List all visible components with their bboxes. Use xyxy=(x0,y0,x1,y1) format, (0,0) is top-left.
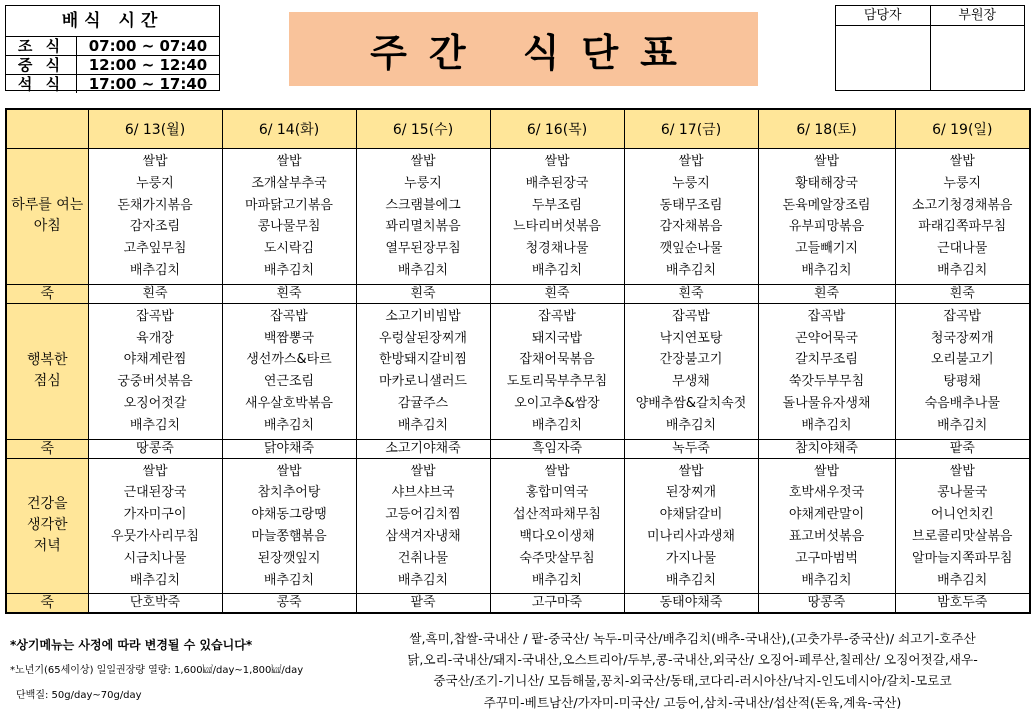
dish-item: 백짬뽕국 xyxy=(263,330,315,346)
dish-item: 돼지국밥 xyxy=(531,330,583,346)
day-dishes xyxy=(895,149,1030,285)
juk-item: 단호박죽 xyxy=(88,594,222,614)
dish-item: 잡곡밥 xyxy=(538,308,576,324)
origin-line: 닭,오리-국내산/돼지-국내산,오스트리아/두부,콩-국내산,외국산/ 오징어-페루산,칠레산/ 오징어젓갈,새우- xyxy=(407,652,978,668)
meal-label-line: 생각한 xyxy=(26,517,68,534)
dish-item: 배추김치 xyxy=(665,417,717,433)
dish-item: 잡곡밥 xyxy=(943,308,982,324)
dish-item: 청경채나물 xyxy=(525,241,589,257)
dish-item: 배추김치 xyxy=(801,262,852,278)
change-notice: *상기메뉴는 사정에 따라 변경될 수 있습니다* xyxy=(10,638,253,652)
dish-item: 조개살부추국 xyxy=(251,175,327,191)
dish-item: 배추김치 xyxy=(397,262,449,278)
juk-item: 밤호두죽 xyxy=(895,594,1030,614)
day-dishes xyxy=(895,303,1030,439)
dish-item: 고추잎무침 xyxy=(123,241,187,257)
dish-item: 배추김치 xyxy=(937,262,988,278)
dish-item: 잡곡밥 xyxy=(136,308,174,324)
dish-item: 열무된장무침 xyxy=(385,241,461,257)
dish-item: 쌀밥 xyxy=(813,463,840,479)
juk-item: 소고기야채죽 xyxy=(356,439,490,458)
approval-col-manager xyxy=(836,6,931,90)
dish-item: 쌀밥 xyxy=(410,463,436,479)
dish-item: 마카로니샐러드 xyxy=(379,374,467,390)
day-dishes xyxy=(624,149,758,285)
dish-item: 배추김치 xyxy=(263,417,315,433)
dish-item: 배추김치 xyxy=(531,572,583,588)
dish-item: 미나리사과생채 xyxy=(647,528,735,544)
juk-item: 흰죽 xyxy=(490,284,624,303)
meal-label-line: 저녁 xyxy=(33,538,61,555)
day-dishes xyxy=(88,458,222,594)
juk-item: 참치야채죽 xyxy=(758,439,895,458)
dish-item: 배추김치 xyxy=(665,572,717,588)
juk-item: 동태야채죽 xyxy=(624,594,758,614)
juk-label: 죽 xyxy=(6,594,88,614)
origin-line: 중국산/조기-기니산/ 모듬해물,꽁치-외국산/동태,코다리-러시아산/낙지-인도네시아/갈치-모로코 xyxy=(433,673,952,689)
meal-label xyxy=(6,303,88,439)
dish-item: 쌀밥 xyxy=(813,154,840,169)
meal-label-line: 아침 xyxy=(33,218,61,235)
weekly-menu-table xyxy=(5,108,1031,614)
dish-item: 무생채 xyxy=(672,374,710,390)
dish-item: 시금치나물 xyxy=(123,550,187,566)
meal-label xyxy=(6,458,88,594)
juk-item: 콩죽 xyxy=(222,594,356,614)
dish-item: 고구마범벅 xyxy=(795,550,858,566)
dish-item: 된장찌개 xyxy=(665,485,717,501)
dish-item: 쌀밥 xyxy=(544,154,570,169)
dish-item: 쌀밥 xyxy=(949,154,975,169)
dish-item: 배추김치 xyxy=(937,417,988,433)
dish-item: 고등어김치찜 xyxy=(385,507,461,523)
dish-item: 잡곡밥 xyxy=(270,308,308,324)
juk-item: 팥죽 xyxy=(356,594,490,614)
dish-item: 돌나물유자생채 xyxy=(782,395,871,411)
day-header: 6/ 17(금) xyxy=(624,109,758,149)
dish-item: 양배추쌈&갈치속젓 xyxy=(635,395,747,411)
juk-row xyxy=(6,594,1030,614)
meal-time-name: 중 식 xyxy=(6,56,77,74)
day-dishes xyxy=(490,149,624,285)
juk-item: 흰죽 xyxy=(895,284,1030,303)
meal-time-row-dinner xyxy=(6,75,219,93)
dish-item: 간장불고기 xyxy=(659,352,723,368)
dish-item: 숙주맛살무침 xyxy=(519,550,595,566)
juk-item: 흰죽 xyxy=(88,284,222,303)
dish-item: 섭산적파채무침 xyxy=(513,507,601,523)
dish-item: 된장깻잎지 xyxy=(257,550,321,566)
dish-item: 삼색겨자냉채 xyxy=(385,528,461,544)
dish-item: 배추김치 xyxy=(263,262,315,278)
dish-item: 낙지연포탕 xyxy=(659,330,723,346)
approval-header: 부원장 xyxy=(931,6,1025,26)
day-header: 6/ 13(월) xyxy=(88,109,222,149)
dish-item: 소고기청경채볶음 xyxy=(912,197,1013,213)
dish-item: 연근조림 xyxy=(263,374,315,390)
dish-item: 쌀밥 xyxy=(678,463,704,479)
dish-item: 누룽지 xyxy=(672,175,710,191)
dish-item: 도토리묵부추무침 xyxy=(506,374,608,390)
dish-item: 백다오이생채 xyxy=(519,528,595,544)
dish-item: 잡곡밥 xyxy=(807,308,846,324)
dish-item: 청국장찌개 xyxy=(930,330,994,346)
juk-item: 흰죽 xyxy=(222,284,356,303)
signature-area xyxy=(931,26,1025,90)
dish-item: 유부피망볶음 xyxy=(788,219,865,235)
day-header: 6/ 16(목) xyxy=(490,109,624,149)
dish-item: 쑥갓두부무침 xyxy=(788,374,865,390)
juk-row xyxy=(6,284,1030,303)
origin-line: 쌀,흑미,찹쌀-국내산 / 팥-중국산/ 녹두-미국산/배추김치(배추-국내산),(고춧가루-중국산)/ 쇠고기-호주산 xyxy=(409,631,976,646)
juk-row xyxy=(6,439,1030,458)
day-dishes xyxy=(758,303,895,439)
signature-area xyxy=(836,26,930,90)
dish-item: 참치추어탕 xyxy=(257,485,321,501)
dish-item: 도시락김 xyxy=(263,241,315,257)
dish-item: 우뭇가사리무침 xyxy=(111,528,199,544)
juk-item: 흑임자죽 xyxy=(490,439,624,458)
dish-item: 배추김치 xyxy=(129,572,181,588)
dish-item: 육개장 xyxy=(136,330,174,346)
dish-item: 스크램블에그 xyxy=(385,197,461,213)
dish-item: 감자채볶음 xyxy=(659,219,723,235)
dish-item: 황태해장국 xyxy=(795,175,858,191)
day-header: 6/ 15(수) xyxy=(356,109,490,149)
calorie-note: *노년기(65세이상) 일일권장량 열량: 1,600㎉/day~1,800㎉/day xyxy=(10,665,304,676)
protein-note: 단백질: 50g/day~70g/day xyxy=(16,690,142,701)
meal-time-title: 배식 시간 xyxy=(6,6,219,37)
dish-item: 돈채가지볶음 xyxy=(117,197,193,213)
dish-item: 동태무조림 xyxy=(659,197,723,213)
dish-item: 근대된장국 xyxy=(123,485,187,501)
dish-item: 배추김치 xyxy=(531,262,583,278)
approval-box xyxy=(835,5,1025,91)
dish-item: 야채동그랑땡 xyxy=(251,507,327,523)
footnotes xyxy=(10,636,340,701)
dish-item: 배추된장국 xyxy=(525,175,589,191)
header-corner xyxy=(6,109,88,149)
meal-time-value: 07:00 ~ 07:40 xyxy=(88,37,208,55)
dish-item: 홍합미역국 xyxy=(525,485,589,501)
dish-item: 쌀밥 xyxy=(142,154,168,169)
origin-info xyxy=(355,628,1030,713)
day-dishes xyxy=(88,149,222,285)
day-dishes xyxy=(490,458,624,594)
juk-label: 죽 xyxy=(6,439,88,458)
juk-item: 고구마죽 xyxy=(490,594,624,614)
meal-label xyxy=(6,149,88,285)
dish-item: 오이고추&쌈장 xyxy=(514,395,600,411)
page-title: 주간 식단표 xyxy=(289,12,758,86)
dish-item: 배추김치 xyxy=(665,262,717,278)
dish-item: 브로콜리맛살볶음 xyxy=(912,528,1013,544)
dish-item: 숙음배추나물 xyxy=(924,395,1000,411)
dish-item: 잡채어묵볶음 xyxy=(519,352,595,368)
day-dishes xyxy=(222,149,356,285)
dish-item: 잡곡밥 xyxy=(672,308,710,324)
day-dishes xyxy=(222,303,356,439)
dish-item: 쌀밥 xyxy=(276,463,302,479)
dish-item: 표고버섯볶음 xyxy=(788,528,865,544)
day-dishes xyxy=(758,149,895,285)
dish-item: 갈치무조림 xyxy=(795,352,858,368)
dish-item: 콩나물무침 xyxy=(257,219,321,235)
juk-item: 땅콩죽 xyxy=(88,439,222,458)
dish-item: 가지나물 xyxy=(665,550,717,566)
dish-item: 곤약어묵국 xyxy=(795,330,858,346)
meal-time-name: 석 식 xyxy=(6,75,77,93)
dish-item: 쌀밥 xyxy=(142,463,168,479)
meal-label-line: 점심 xyxy=(33,373,61,390)
dish-item: 깻잎순나물 xyxy=(659,241,723,257)
dish-item: 건취나물 xyxy=(397,550,449,566)
dish-item: 오징어젓갈 xyxy=(123,395,187,411)
dish-item: 야채닭갈비 xyxy=(659,507,723,523)
juk-item: 흰죽 xyxy=(758,284,895,303)
dish-item: 생선까스&타르 xyxy=(246,352,332,368)
juk-item: 닭야채죽 xyxy=(222,439,356,458)
day-dishes xyxy=(624,458,758,594)
dish-item: 돈육메알장조림 xyxy=(782,197,871,213)
origin-line: 주꾸미-베트남산/가자미-미국산/ 고등어,삼치-국내산/섭산적(돈육,계육-국산) xyxy=(483,694,902,710)
meal-row xyxy=(6,458,1030,594)
dish-item: 꽈리멸치볶음 xyxy=(385,219,461,235)
dish-item: 배추김치 xyxy=(129,262,181,278)
day-header: 6/ 19(일) xyxy=(895,109,1030,149)
meal-time-row-lunch xyxy=(6,56,219,75)
dish-item: 쌀밥 xyxy=(544,463,570,479)
day-header-row xyxy=(6,109,1030,149)
dish-item: 배추김치 xyxy=(397,572,449,588)
meal-time-value: 17:00 ~ 17:40 xyxy=(88,75,208,93)
day-dishes xyxy=(758,458,895,594)
dish-item: 탕평채 xyxy=(943,374,982,390)
dish-item: 쌀밥 xyxy=(276,154,302,169)
day-dishes xyxy=(356,458,490,594)
day-dishes xyxy=(222,458,356,594)
meal-row xyxy=(6,303,1030,439)
dish-item: 쌀밥 xyxy=(410,154,436,169)
juk-item: 녹두죽 xyxy=(624,439,758,458)
day-header: 6/ 14(화) xyxy=(222,109,356,149)
dish-item: 감귤주스 xyxy=(397,395,449,411)
dish-item: 누룽지 xyxy=(136,175,174,191)
meal-label-line: 건강을 xyxy=(26,496,68,513)
day-dishes xyxy=(356,303,490,439)
dish-item: 샤브샤브국 xyxy=(391,485,455,501)
day-dishes xyxy=(356,149,490,285)
meal-label-line: 행복한 xyxy=(26,352,68,369)
juk-item: 땅콩죽 xyxy=(758,594,895,614)
day-dishes xyxy=(490,303,624,439)
meal-row xyxy=(6,149,1030,285)
dish-item: 우렁살된장찌개 xyxy=(379,330,467,346)
day-dishes xyxy=(624,303,758,439)
dish-item: 한방돼지갈비찜 xyxy=(379,352,467,368)
dish-item: 누룽지 xyxy=(943,175,982,191)
dish-item: 누룽지 xyxy=(404,175,442,191)
dish-item: 배추김치 xyxy=(397,417,449,433)
dish-item: 가자미구이 xyxy=(123,507,187,523)
meal-label-line: 하루를 여는 xyxy=(11,197,84,214)
dish-item: 쌀밥 xyxy=(678,154,704,169)
dish-item: 배추김치 xyxy=(801,417,852,433)
dish-item: 야채계란말이 xyxy=(788,507,865,523)
juk-item: 흰죽 xyxy=(356,284,490,303)
dish-item: 두부조림 xyxy=(531,197,583,213)
meal-time-value: 12:00 ~ 12:40 xyxy=(88,56,208,74)
dish-item: 궁중버섯볶음 xyxy=(117,374,193,390)
dish-item: 감자조림 xyxy=(129,219,181,235)
meal-time-box xyxy=(5,5,220,91)
dish-item: 소고기비빔밥 xyxy=(385,308,461,324)
dish-item: 마파닭고기볶음 xyxy=(245,197,333,213)
day-dishes xyxy=(895,458,1030,594)
dish-item: 알마늘지쪽파무침 xyxy=(912,550,1013,566)
dish-item: 새우살호박볶음 xyxy=(245,395,333,411)
dish-item: 오리불고기 xyxy=(930,352,994,368)
dish-item: 야채계란찜 xyxy=(123,352,187,368)
meal-time-row-breakfast xyxy=(6,37,219,56)
juk-item: 팥죽 xyxy=(895,439,1030,458)
dish-item: 쌀밥 xyxy=(949,463,975,479)
meal-time-name: 조 식 xyxy=(6,37,77,55)
dish-item: 파래김쪽파무침 xyxy=(918,219,1007,235)
dish-item: 고들빼기지 xyxy=(795,241,858,257)
juk-item: 흰죽 xyxy=(624,284,758,303)
day-header: 6/ 18(토) xyxy=(758,109,895,149)
dish-item: 배추김치 xyxy=(263,572,315,588)
approval-col-director xyxy=(931,6,1025,90)
dish-item: 느타리버섯볶음 xyxy=(513,219,601,235)
dish-item: 호박새우젓국 xyxy=(788,485,865,501)
dish-item: 배추김치 xyxy=(801,572,852,588)
dish-item: 마늘쫑햄볶음 xyxy=(251,528,327,544)
dish-item: 근대나물 xyxy=(937,241,988,257)
approval-header: 담당자 xyxy=(836,6,930,26)
dish-item: 배추김치 xyxy=(531,417,583,433)
dish-item: 배추김치 xyxy=(129,417,181,433)
day-dishes xyxy=(88,303,222,439)
dish-item: 콩나물국 xyxy=(937,485,988,501)
juk-label: 죽 xyxy=(6,284,88,303)
dish-item: 배추김치 xyxy=(937,572,988,588)
dish-item: 어니언치킨 xyxy=(930,507,994,523)
